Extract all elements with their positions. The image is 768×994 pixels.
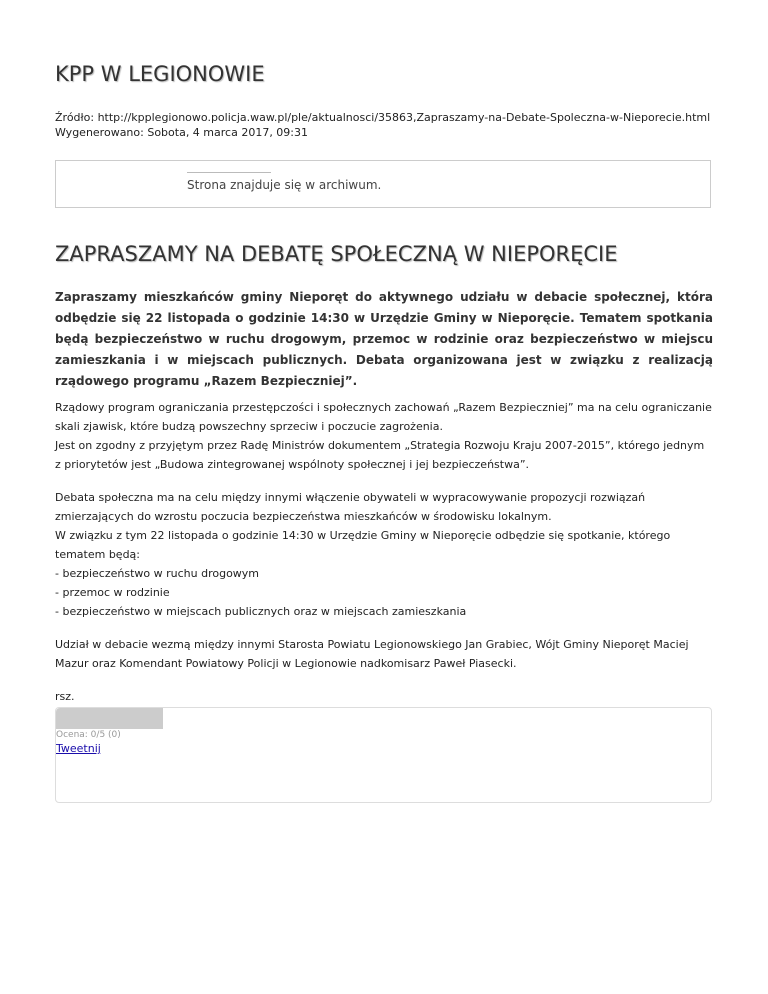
article-body (55, 398, 713, 720)
site-title: KPP W LEGIONOWIE (55, 62, 265, 86)
tweet-link[interactable]: Tweetnij (56, 742, 101, 755)
paragraph-program (55, 398, 713, 474)
archive-text: Strona znajduje się w archiwum. (187, 178, 382, 192)
article-title: ZAPRASZAMY NA DEBATĘ SPOŁECZNĄ W NIEPORĘCIE (55, 242, 618, 266)
paragraph-debate (55, 488, 713, 621)
generated-date: Wygenerowano: Sobota, 4 marca 2017, 09:31 (55, 126, 309, 139)
rating-stars-bar[interactable] (56, 708, 163, 729)
article-lead: Zapraszamy mieszkańców gminy Nieporęt do aktywnego udziału w debacie społecznej, która odbędzie się 22 listopada o godzinie 14:30 w Urzędzie Gminy w Nieporęcie. Tematem spotkania będą bezpieczeństwo w ruchu drogowym, przemoc w rodzinie oraz bezpieczeństwo w miejscu zamieszkania i w miejscach publicznych. Debata organizowana jest w związku z realizacją rządowego programu „Razem Bezpieczniej”. (55, 290, 713, 388)
topic-item: - bezpieczeństwo w miejscach publicznych oraz w miejscach zamieszkania (55, 605, 467, 618)
topic-item: - bezpieczeństwo w ruchu drogowym (55, 567, 260, 580)
rating-panel (55, 707, 712, 803)
source-url: Źródło: http://kpplegionowo.policja.waw.pl/ple/aktualnosci/35863,Zapraszamy-na-Debate-Spoleczna-w-Nieporecie.html (55, 111, 711, 124)
paragraph-line: Jest on zgodny z przyjętym przez Radę Ministrów dokumentem „Strategia Rozwoju Kraju 2007-2015”, którego jednym z priorytetów jest „Budowa zintegrowanej wspólnoty społecznej i jej bezpieczeństwa”. (55, 439, 705, 471)
archive-divider (187, 172, 271, 173)
archive-notice (55, 160, 711, 208)
topic-item: - przemoc w rodzinie (55, 586, 170, 599)
print-meta (55, 110, 710, 140)
author-signature: rsz. (55, 690, 75, 703)
paragraph-line: W związku z tym 22 listopada o godzinie 14:30 w Urzędzie Gminy w Nieporęcie odbędzie się spotkanie, którego tematem będą: (55, 529, 671, 561)
paragraph-participants: Udział w debacie wezmą między innymi Starosta Powiatu Legionowskiego Jan Grabiec, Wójt Gminy Nieporęt Maciej Mazur oraz Komendant Powiatowy Policji w Legionowie nadkomisarz Paweł Piasecki. (55, 638, 689, 670)
paragraph-line: Debata społeczna ma na celu między innymi włączenie obywateli w wypracowywanie propozycji rozwiązań zmierzających do wzrostu poczucia bezpieczeństwa mieszkańców w środowisku lokalnym. (55, 491, 646, 523)
rating-text: Ocena: 0/5 (0) (56, 730, 121, 740)
paragraph-line: Rządowy program ograniczania przestępczości i społecznych zachowań „Razem Bezpieczniej” ma na celu ograniczanie skali zjawisk, które budzą powszechny sprzeciw i poczucie zagrożenia. (55, 401, 712, 433)
